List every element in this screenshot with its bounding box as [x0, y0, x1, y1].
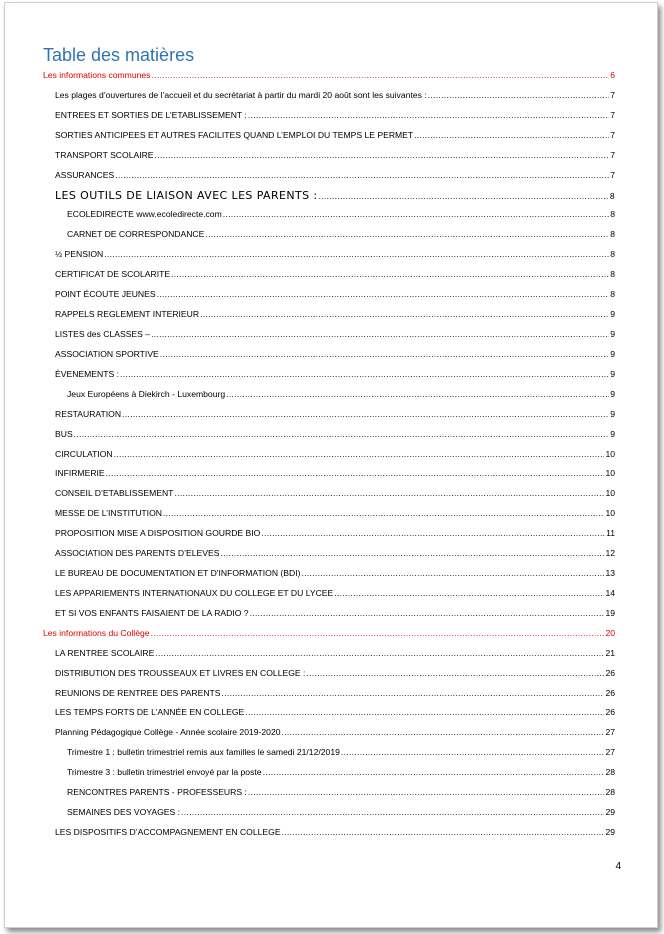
toc-entry[interactable]	[55, 707, 615, 718]
toc-dot-leader	[74, 429, 610, 440]
toc-dot-leader	[248, 110, 609, 121]
toc-dot-leader	[245, 707, 604, 718]
toc-entry[interactable]	[55, 568, 615, 579]
toc-entry-label: LES OUTILS DE LIAISON AVEC LES PARENTS :	[55, 189, 318, 201]
toc-entry-page-number: 13	[605, 568, 615, 578]
toc-entry-page-number: 8	[610, 229, 615, 240]
toc-entry-page-number: 9	[610, 368, 615, 379]
toc-entry[interactable]	[55, 90, 615, 101]
toc-entry[interactable]	[67, 807, 615, 818]
toc-entry[interactable]	[55, 130, 615, 141]
toc-entry[interactable]	[55, 468, 615, 479]
toc-entry-label: Les informations communes	[43, 70, 151, 80]
toc-entry-label: MESSE DE L’INSTITUTION	[55, 508, 162, 519]
toc-entry-page-number: 26	[605, 707, 615, 718]
toc-entry-label: DISTRIBUTION DES TROUSSEAUX ET LIVRES EN COLLEGE :	[55, 667, 306, 678]
toc-entry-label: REUNIONS DE RENTREE DES PARENTS	[55, 687, 221, 698]
toc-entry-label: CERTIFICAT DE SCOLARITE	[55, 269, 171, 280]
document-page	[4, 2, 658, 928]
toc-dot-leader	[157, 289, 610, 300]
toc-dot-leader	[223, 209, 609, 220]
toc-dot-leader	[114, 449, 605, 460]
toc-dot-leader	[106, 468, 605, 479]
toc-entry[interactable]	[67, 787, 615, 798]
toc-entry-page-number: 8	[610, 269, 615, 280]
toc-entry-page-number: 20	[605, 627, 615, 638]
toc-entry[interactable]	[67, 747, 615, 758]
toc-entry-label: ÉVENEMENTS :	[55, 368, 119, 379]
toc-dot-leader	[263, 767, 605, 778]
toc-dot-leader	[151, 329, 609, 340]
toc-entry[interactable]	[55, 429, 615, 440]
toc-dot-leader	[171, 269, 609, 280]
toc-entry[interactable]	[55, 329, 615, 340]
toc-entry-label: LISTES des CLASSES –	[55, 329, 151, 339]
toc-entry[interactable]	[55, 449, 615, 460]
toc-entry-page-number: 21	[605, 647, 615, 658]
toc-entry-page-number: 9	[610, 408, 615, 419]
toc-entry[interactable]	[55, 409, 615, 420]
toc-entry-page-number: 7	[610, 149, 615, 160]
toc-entry-label: ENTREES ET SORTIES DE L’ETABLISSEMENT :	[55, 109, 247, 120]
toc-dot-leader	[306, 668, 604, 679]
toc-entry[interactable]	[55, 190, 615, 201]
toc-entry-page-number: 28	[605, 767, 615, 778]
toc-entry[interactable]	[43, 628, 615, 639]
toc-entry[interactable]	[55, 508, 615, 519]
toc-entry-page-number: 11	[606, 528, 615, 539]
toc-entry-page-number: 9	[610, 329, 615, 339]
toc-entry-label: SEMAINES DES VOYAGES :	[67, 807, 181, 817]
toc-dot-leader	[248, 787, 605, 798]
toc-dot-leader	[160, 349, 609, 360]
toc-dot-leader	[151, 628, 605, 639]
toc-entry-page-number: 7	[610, 109, 615, 120]
toc-dot-leader	[120, 369, 609, 380]
toc-entry[interactable]	[55, 269, 615, 280]
toc-entry[interactable]	[55, 170, 615, 181]
toc-entry-label: LES DISPOSITIFS D’ACCOMPAGNEMENT EN COLLEGE	[55, 827, 281, 837]
toc-entry-page-number: 7	[610, 129, 615, 140]
toc-entry[interactable]	[55, 369, 615, 380]
toc-dot-leader	[163, 508, 604, 519]
toc-dot-leader	[104, 249, 609, 260]
toc-dot-leader	[205, 229, 609, 240]
toc-entry-page-number: 8	[610, 249, 615, 260]
toc-entry-page-number: 9	[610, 309, 615, 319]
toc-dot-leader	[155, 648, 604, 659]
toc-entry-page-number: 7	[610, 169, 615, 180]
toc-entry[interactable]	[55, 688, 615, 699]
toc-entry-label: PROPOSITION MISE A DISPOSITION GOURDE BIO	[55, 528, 261, 539]
table-of-contents	[5, 3, 657, 927]
toc-dot-leader	[226, 389, 609, 400]
toc-entry-label: Trimestre 3 : bulletin trimestriel envoyé par la poste	[67, 767, 262, 778]
toc-entry-page-number: 29	[605, 807, 615, 817]
page-title: Table des matières	[43, 45, 195, 65]
toc-entry-label: ASSOCIATION DES PARENTS D’ELEVES	[55, 548, 220, 559]
toc-dot-leader	[174, 488, 604, 499]
toc-entry[interactable]	[67, 209, 615, 220]
toc-entry-label: Les plages d’ouvertures de l’accueil et du secrétariat à partir du mardi 20 août sont les suivantes :	[55, 89, 427, 100]
toc-entry-label: Planning Pédagogique Collège - Année scolaire 2019-2020	[55, 727, 281, 738]
toc-dot-leader	[318, 191, 608, 201]
toc-entry-label: LA RENTREE SCOLAIRE	[55, 647, 155, 658]
toc-entry-label: TRANSPORT SCOLAIRE	[55, 149, 154, 160]
toc-entry-page-number: 26	[605, 667, 615, 678]
toc-dot-leader	[181, 807, 604, 818]
toc-entry-page-number: 10	[605, 448, 615, 459]
toc-entry[interactable]	[55, 668, 615, 679]
toc-dot-leader	[250, 608, 605, 619]
toc-entry-label: LES TEMPS FORTS DE L’ANNÉE EN COLLEGE	[55, 707, 245, 718]
toc-entry[interactable]	[55, 289, 615, 300]
toc-entry-label: ET SI VOS ENFANTS FAISAIENT DE LA RADIO ?	[55, 607, 249, 618]
toc-entry-label: ASSOCIATION SPORTIVE	[55, 348, 159, 359]
toc-entry-label: BUS	[55, 428, 73, 439]
toc-dot-leader	[151, 70, 609, 81]
toc-entry[interactable]	[55, 528, 615, 539]
toc-entry-page-number: 19	[605, 607, 615, 618]
toc-entry-page-number: 12	[605, 548, 615, 559]
toc-entry[interactable]	[55, 608, 615, 619]
toc-dot-leader	[220, 548, 604, 559]
toc-entry[interactable]	[55, 727, 615, 738]
toc-entry[interactable]	[55, 150, 615, 161]
toc-dot-leader	[200, 309, 609, 320]
toc-entry-page-number: 28	[605, 787, 615, 798]
toc-entry-page-number: 6	[610, 70, 615, 80]
page-number: 4	[615, 861, 621, 872]
toc-entry[interactable]	[55, 349, 615, 360]
toc-dot-leader	[282, 827, 605, 838]
toc-entry-label: ECOLEDIRECTE www.ecoledirecte.com	[67, 209, 222, 220]
toc-entry-label: SORTIES ANTICIPEES ET AUTRES FACILITES QUAND L’EMPLOI DU TEMPS LE PERMET	[55, 129, 414, 140]
toc-dot-leader	[334, 588, 604, 599]
toc-entry-label: ASSURANCES	[55, 169, 115, 180]
toc-entry-label: RENCONTRES PARENTS - PROFESSEURS :	[67, 787, 247, 798]
toc-dot-leader	[261, 528, 605, 539]
toc-entry-page-number: 8	[609, 190, 615, 201]
toc-entry-page-number: 7	[610, 89, 615, 100]
toc-entry-page-number: 27	[605, 747, 615, 758]
toc-dot-leader	[122, 409, 609, 420]
toc-entry-label: RESTAURATION	[55, 408, 122, 419]
toc-dot-leader	[115, 170, 609, 181]
toc-entry-label: POINT ÉCOUTE JEUNES	[55, 289, 156, 300]
toc-entry[interactable]	[43, 70, 615, 81]
toc-entry[interactable]	[67, 767, 615, 778]
toc-entry-label: Trimestre 1 : bulletin trimestriel remis aux familles le samedi 21/12/2019	[67, 747, 340, 758]
toc-entry[interactable]	[55, 249, 615, 260]
toc-entry-label: LE BUREAU DE DOCUMENTATION ET D'INFORMATION (BDI)	[55, 568, 301, 578]
toc-entry-page-number: 8	[610, 289, 615, 300]
toc-entry-label: CARNET DE CORRESPONDANCE	[67, 229, 205, 240]
toc-entry-page-number: 9	[610, 348, 615, 359]
toc-entry[interactable]	[55, 648, 615, 659]
toc-entry[interactable]	[55, 488, 615, 499]
toc-entry[interactable]	[55, 588, 615, 599]
toc-entry-label: ½ PENSION	[55, 249, 104, 260]
toc-entry-page-number: 29	[605, 827, 615, 837]
toc-entry-label: RAPPELS REGLEMENT INTERIEUR	[55, 309, 200, 319]
toc-entry-page-number: 10	[605, 468, 615, 479]
toc-dot-leader	[155, 150, 610, 161]
toc-entry-page-number: 10	[605, 508, 615, 519]
toc-entry[interactable]	[67, 389, 615, 400]
toc-dot-leader	[428, 90, 610, 101]
toc-entry-page-number: 14	[605, 587, 615, 598]
toc-dot-leader	[301, 568, 604, 579]
toc-entry[interactable]	[55, 827, 615, 838]
toc-entry-page-number: 9	[610, 388, 615, 399]
toc-entry[interactable]	[67, 229, 615, 240]
toc-entry[interactable]	[55, 309, 615, 320]
toc-entry[interactable]	[55, 110, 615, 121]
toc-entry-label: Les informations du Collège	[43, 627, 150, 638]
toc-entry-page-number: 8	[610, 209, 615, 220]
toc-entry-label: CIRCULATION	[55, 448, 113, 459]
toc-entry-page-number: 26	[605, 687, 615, 698]
toc-entry-page-number: 27	[605, 727, 615, 738]
toc-entry-label: Jeux Européens à Diekirch - Luxembourg	[67, 388, 226, 399]
toc-entry-page-number: 10	[605, 488, 615, 499]
toc-dot-leader	[282, 727, 605, 738]
toc-entry[interactable]	[55, 548, 615, 559]
toc-entry-label: INFIRMERIE	[55, 468, 105, 479]
toc-dot-leader	[222, 688, 605, 699]
toc-dot-leader	[341, 747, 605, 758]
toc-dot-leader	[414, 130, 609, 141]
toc-entry-label: CONSEIL D’ETABLISSEMENT	[55, 488, 174, 499]
toc-entry-label: LES APPARIEMENTS INTERNATIONAUX DU COLLEGE ET DU LYCEE	[55, 587, 334, 598]
toc-entry-page-number: 9	[610, 428, 615, 439]
